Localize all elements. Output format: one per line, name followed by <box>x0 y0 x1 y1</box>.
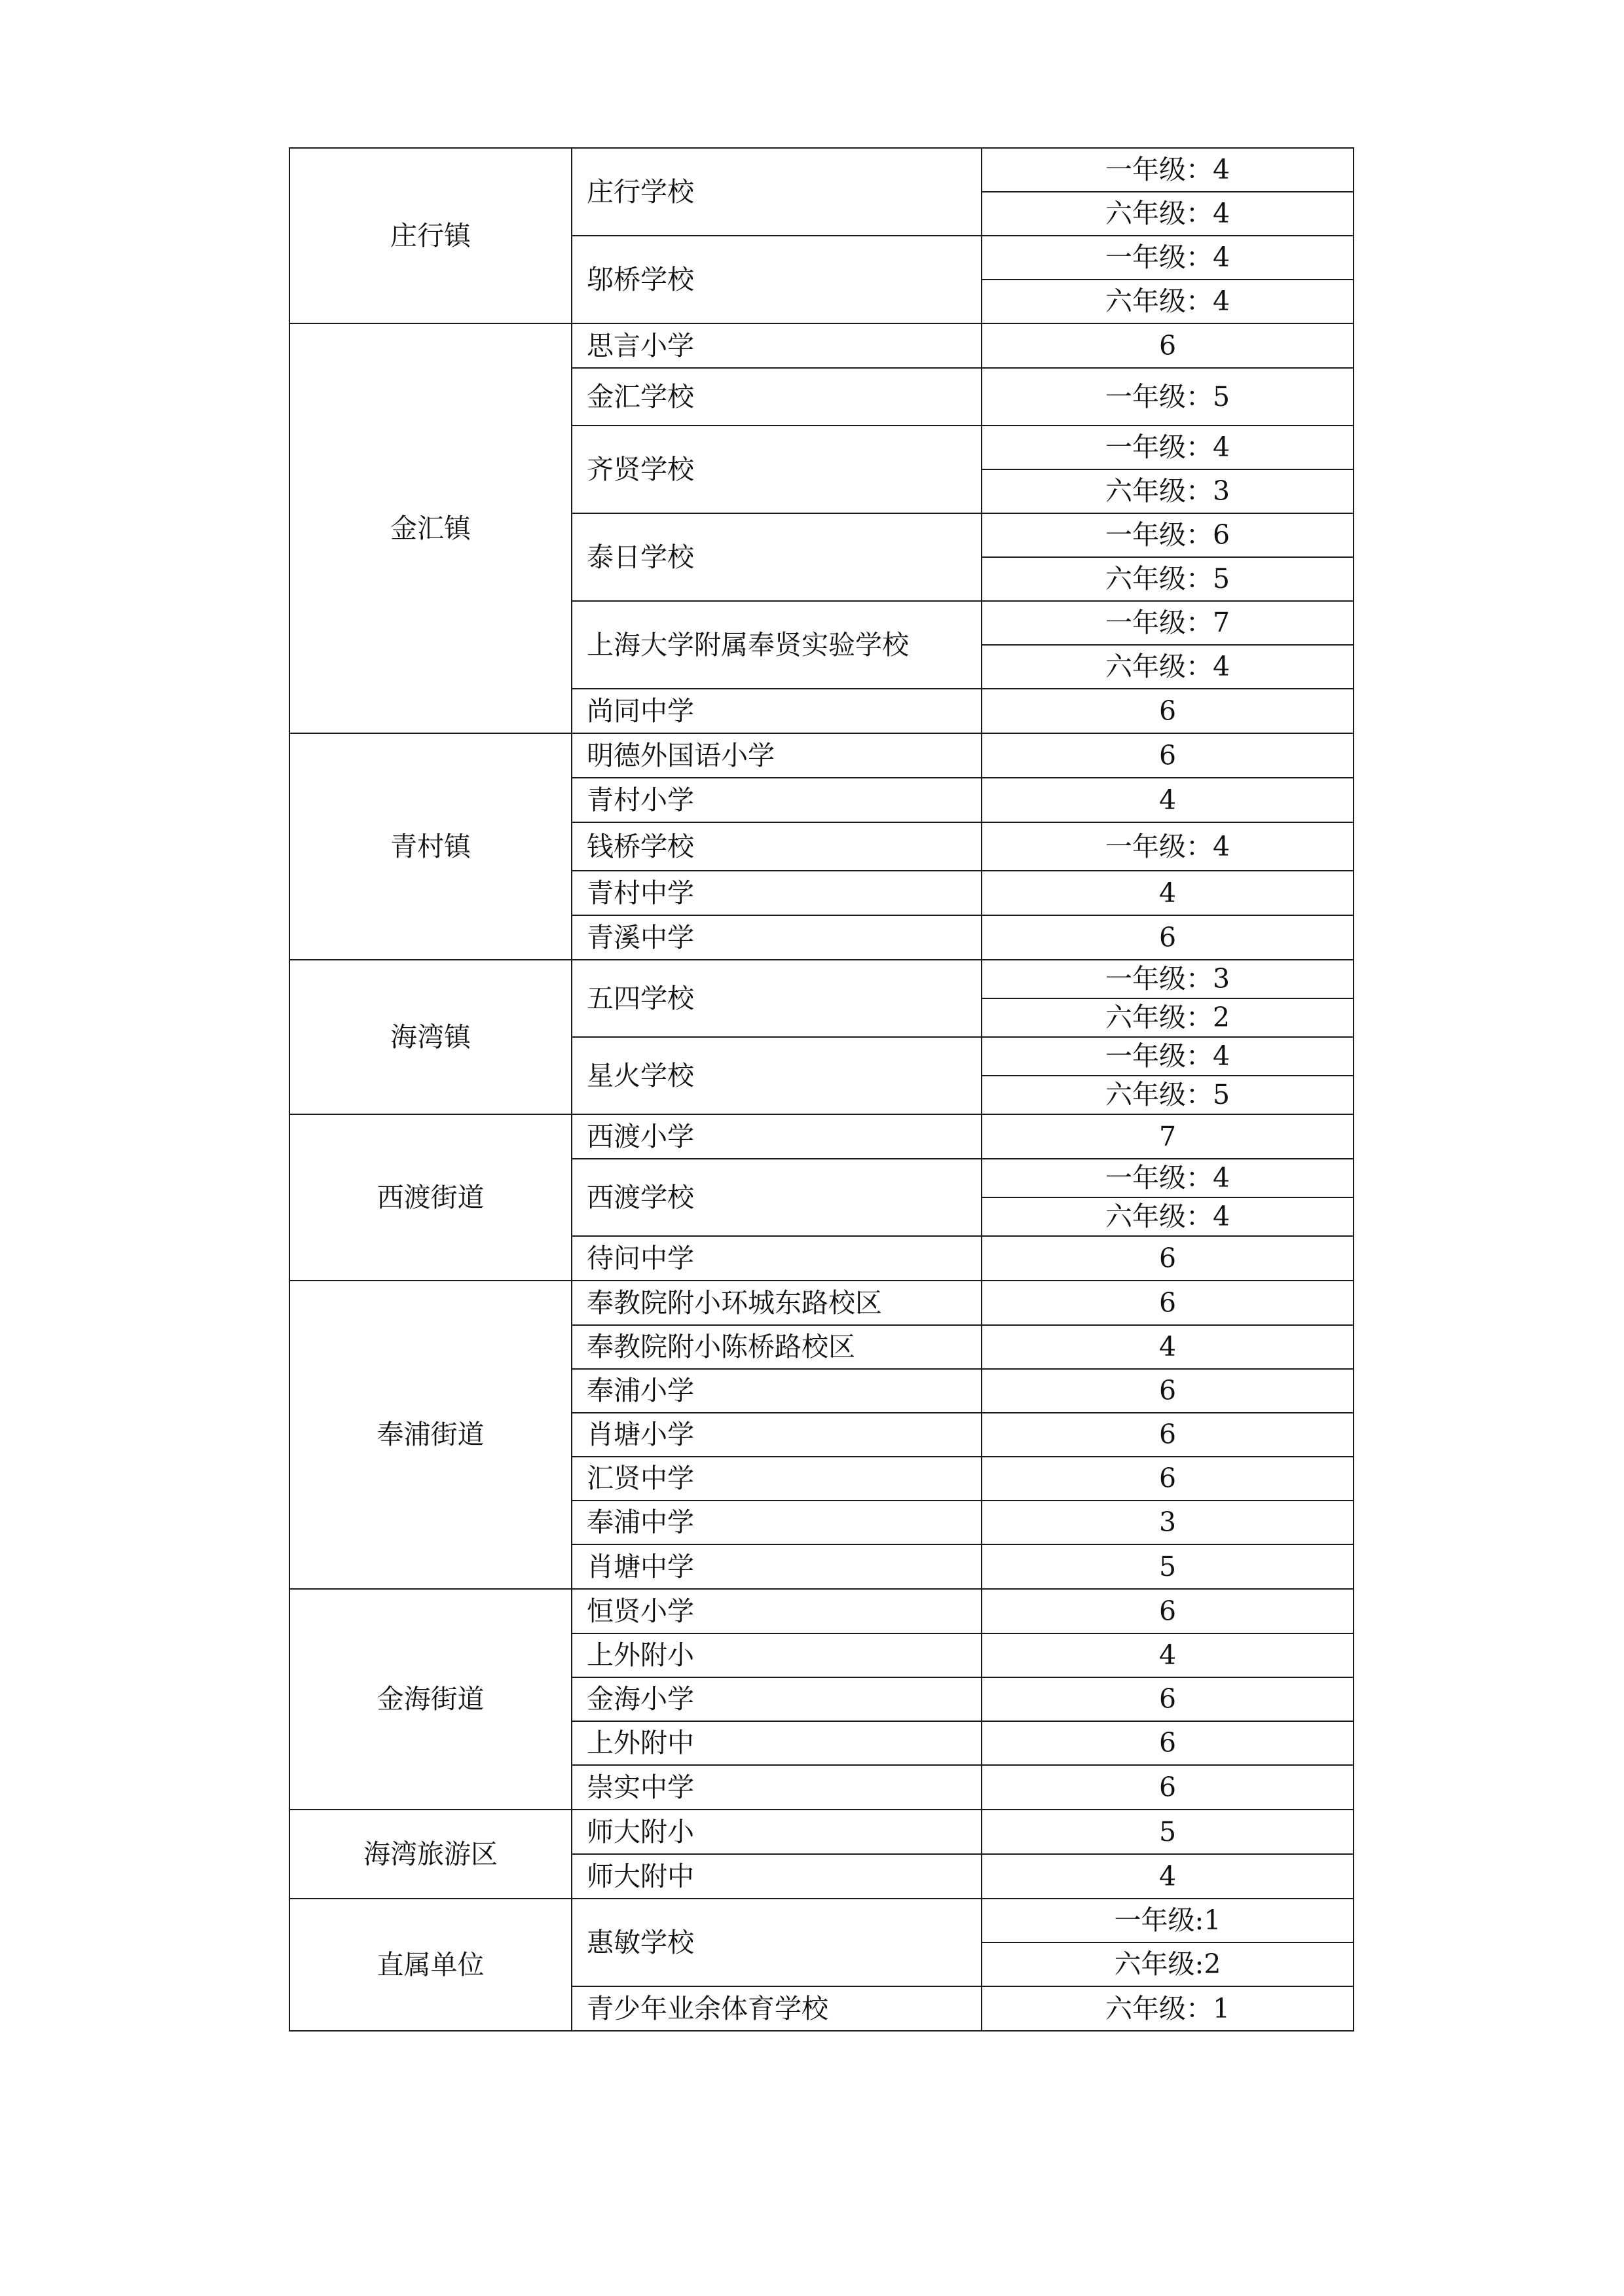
class-count-cell: 一年级:1 <box>982 1899 1354 1942</box>
class-count-cell: 一年级：4 <box>982 822 1354 871</box>
class-count-cell: 6 <box>982 1281 1354 1325</box>
class-count-cell: 6 <box>982 915 1354 960</box>
class-count-cell: 一年级：3 <box>982 960 1354 998</box>
table-row <box>289 1810 1354 1854</box>
school-cell: 金海小学 <box>572 1677 982 1721</box>
town-cell: 金汇镇 <box>289 323 572 733</box>
table-row <box>289 1899 1354 1942</box>
class-count-cell: 六年级：2 <box>982 998 1354 1037</box>
table-row <box>289 733 1354 778</box>
table-row <box>289 960 1354 998</box>
school-cell: 青溪中学 <box>572 915 982 960</box>
school-cell: 青村小学 <box>572 778 982 822</box>
class-count-cell: 6 <box>982 323 1354 368</box>
class-count-cell: 6 <box>982 1413 1354 1457</box>
class-count-cell: 一年级：4 <box>982 236 1354 280</box>
school-cell: 钱桥学校 <box>572 822 982 871</box>
town-cell: 奉浦街道 <box>289 1281 572 1589</box>
school-cell: 肖塘小学 <box>572 1413 982 1457</box>
class-count-cell: 6 <box>982 1721 1354 1765</box>
table-row <box>289 1114 1354 1159</box>
table-row <box>289 323 1354 368</box>
table-row <box>289 1589 1354 1633</box>
class-count-cell: 6 <box>982 689 1354 733</box>
school-cell: 西渡小学 <box>572 1114 982 1159</box>
class-count-cell: 六年级：3 <box>982 469 1354 513</box>
class-count-cell: 一年级：4 <box>982 1159 1354 1197</box>
class-count-cell: 4 <box>982 778 1354 822</box>
class-count-cell: 4 <box>982 1633 1354 1677</box>
class-count-cell: 5 <box>982 1810 1354 1854</box>
school-cell: 五四学校 <box>572 960 982 1037</box>
class-count-cell: 一年级：4 <box>982 426 1354 469</box>
class-count-cell: 6 <box>982 1457 1354 1501</box>
class-count-cell: 六年级：5 <box>982 1076 1354 1114</box>
class-count-cell: 六年级：4 <box>982 192 1354 236</box>
school-cell: 奉浦小学 <box>572 1369 982 1413</box>
class-count-cell: 六年级：5 <box>982 557 1354 601</box>
class-count-cell: 一年级：4 <box>982 1037 1354 1076</box>
school-cell: 齐贤学校 <box>572 426 982 513</box>
school-cell: 师大附小 <box>572 1810 982 1854</box>
town-cell: 海湾旅游区 <box>289 1810 572 1899</box>
school-cell: 上外附中 <box>572 1721 982 1765</box>
class-count-cell: 4 <box>982 1325 1354 1369</box>
class-count-cell: 六年级：4 <box>982 280 1354 323</box>
class-count-cell: 6 <box>982 1589 1354 1633</box>
class-count-cell: 六年级：1 <box>982 1986 1354 2031</box>
class-count-cell: 6 <box>982 1236 1354 1281</box>
school-cell: 惠敏学校 <box>572 1899 982 1986</box>
town-cell: 直属单位 <box>289 1899 572 2031</box>
school-cell: 庄行学校 <box>572 148 982 236</box>
school-cell: 奉教院附小陈桥路校区 <box>572 1325 982 1369</box>
class-count-cell: 6 <box>982 1765 1354 1810</box>
school-cell: 西渡学校 <box>572 1159 982 1236</box>
town-cell: 青村镇 <box>289 733 572 960</box>
school-cell: 待问中学 <box>572 1236 982 1281</box>
school-cell: 上海大学附属奉贤实验学校 <box>572 601 982 689</box>
school-cell: 汇贤中学 <box>572 1457 982 1501</box>
school-cell: 星火学校 <box>572 1037 982 1114</box>
school-cell: 奉教院附小环城东路校区 <box>572 1281 982 1325</box>
class-count-cell: 六年级：4 <box>982 1197 1354 1236</box>
school-cell: 师大附中 <box>572 1854 982 1899</box>
school-cell: 上外附小 <box>572 1633 982 1677</box>
town-cell: 西渡街道 <box>289 1114 572 1281</box>
school-cell: 肖塘中学 <box>572 1544 982 1589</box>
class-count-cell: 一年级：6 <box>982 513 1354 557</box>
class-count-cell: 7 <box>982 1114 1354 1159</box>
table-row <box>289 148 1354 192</box>
class-count-cell: 一年级：5 <box>982 368 1354 426</box>
class-count-cell: 一年级：4 <box>982 148 1354 192</box>
schools-table <box>289 147 1354 2032</box>
class-count-cell: 一年级：7 <box>982 601 1354 645</box>
school-cell: 明德外国语小学 <box>572 733 982 778</box>
class-count-cell: 6 <box>982 1677 1354 1721</box>
class-count-cell: 六年级:2 <box>982 1942 1354 1986</box>
class-count-cell: 5 <box>982 1544 1354 1589</box>
school-cell: 崇实中学 <box>572 1765 982 1810</box>
school-cell: 恒贤小学 <box>572 1589 982 1633</box>
school-cell: 尚同中学 <box>572 689 982 733</box>
school-cell: 思言小学 <box>572 323 982 368</box>
town-cell: 海湾镇 <box>289 960 572 1114</box>
school-cell: 金汇学校 <box>572 368 982 426</box>
table-row <box>289 1281 1354 1325</box>
town-cell: 金海街道 <box>289 1589 572 1810</box>
town-cell: 庄行镇 <box>289 148 572 323</box>
school-cell: 泰日学校 <box>572 513 982 601</box>
class-count-cell: 3 <box>982 1501 1354 1544</box>
school-cell: 青村中学 <box>572 871 982 915</box>
class-count-cell: 六年级：4 <box>982 645 1354 689</box>
school-cell: 邬桥学校 <box>572 236 982 323</box>
school-cell: 奉浦中学 <box>572 1501 982 1544</box>
school-cell: 青少年业余体育学校 <box>572 1986 982 2031</box>
class-count-cell: 6 <box>982 733 1354 778</box>
class-count-cell: 4 <box>982 1854 1354 1899</box>
class-count-cell: 6 <box>982 1369 1354 1413</box>
class-count-cell: 4 <box>982 871 1354 915</box>
